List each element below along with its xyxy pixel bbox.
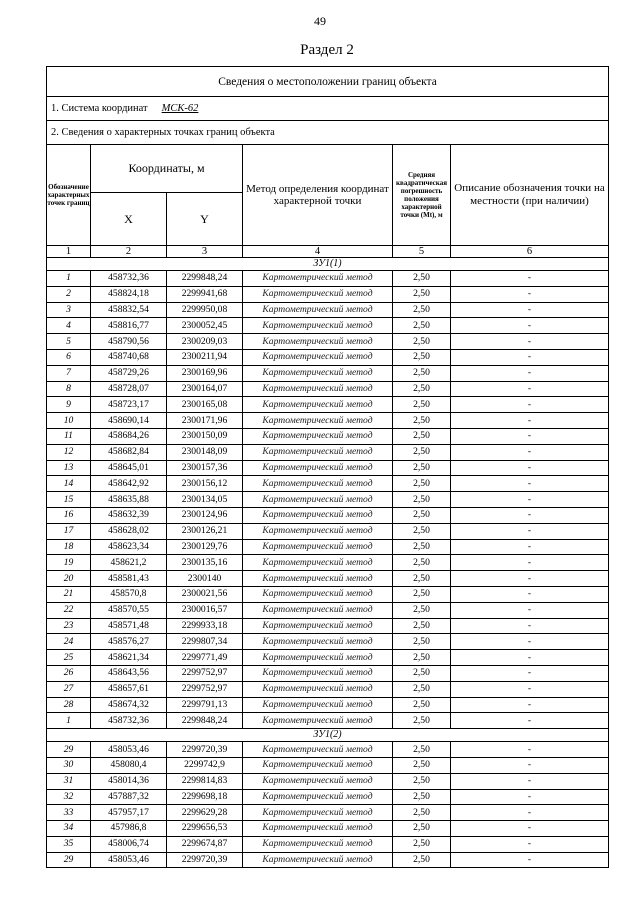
method-cell: Картометрический метод — [243, 286, 393, 302]
coord-x: 458581,43 — [91, 571, 167, 587]
mt-cell: 2,50 — [393, 334, 451, 350]
coord-y: 2300148,09 — [167, 444, 243, 460]
mt-cell: 2,50 — [393, 602, 451, 618]
mt-cell: 2,50 — [393, 697, 451, 713]
mt-cell: 2,50 — [393, 318, 451, 334]
description-cell: - — [451, 349, 609, 365]
coord-x: 458684,26 — [91, 428, 167, 444]
mt-cell: 2,50 — [393, 821, 451, 837]
point-number: 25 — [47, 650, 91, 666]
description-cell: - — [451, 460, 609, 476]
coord-y: 2300129,76 — [167, 539, 243, 555]
table-row — [47, 571, 609, 587]
method-cell: Картометрический метод — [243, 318, 393, 334]
mt-cell: 2,50 — [393, 852, 451, 868]
table-row — [47, 650, 609, 666]
description-cell: - — [451, 397, 609, 413]
coord-y: 2300157,36 — [167, 460, 243, 476]
mt-cell: 2,50 — [393, 397, 451, 413]
method-cell: Картометрический метод — [243, 836, 393, 852]
coord-x: 458635,88 — [91, 492, 167, 508]
table-row — [47, 523, 609, 539]
description-cell: - — [451, 789, 609, 805]
table-row — [47, 681, 609, 697]
info-table — [46, 66, 609, 145]
table-row — [47, 381, 609, 397]
point-number: 29 — [47, 852, 91, 868]
method-cell: Картометрический метод — [243, 334, 393, 350]
method-cell: Картометрический метод — [243, 381, 393, 397]
method-cell: Картометрический метод — [243, 539, 393, 555]
table-row — [47, 805, 609, 821]
mt-cell: 2,50 — [393, 476, 451, 492]
table-row — [47, 286, 609, 302]
point-number: 33 — [47, 805, 91, 821]
mt-cell: 2,50 — [393, 413, 451, 429]
coord-y: 2300171,96 — [167, 413, 243, 429]
table-row — [47, 413, 609, 429]
coord-y: 2299698,18 — [167, 789, 243, 805]
section-title: Раздел 2 — [300, 42, 354, 58]
coord-x: 458729,26 — [91, 365, 167, 381]
coord-x: 458632,39 — [91, 507, 167, 523]
table-row — [47, 302, 609, 318]
description-cell: - — [451, 413, 609, 429]
description-cell: - — [451, 571, 609, 587]
mt-cell: 2,50 — [393, 507, 451, 523]
coord-x: 458621,2 — [91, 555, 167, 571]
point-number: 3 — [47, 302, 91, 318]
description-cell: - — [451, 805, 609, 821]
coord-x: 458621,34 — [91, 650, 167, 666]
coord-x: 458824,18 — [91, 286, 167, 302]
document-frame — [46, 66, 608, 868]
column-number: 4 — [243, 246, 393, 258]
column-number: 1 — [47, 246, 91, 258]
group-label: ЗУ1(1) — [47, 258, 609, 271]
description-cell: - — [451, 742, 609, 758]
coord-y: 2299752,97 — [167, 681, 243, 697]
description-cell: - — [451, 773, 609, 789]
description-cell: - — [451, 665, 609, 681]
method-cell: Картометрический метод — [243, 507, 393, 523]
point-number: 23 — [47, 618, 91, 634]
coord-x: 458570,55 — [91, 602, 167, 618]
coord-y: 2299742,9 — [167, 757, 243, 773]
method-cell: Картометрический метод — [243, 789, 393, 805]
mt-cell: 2,50 — [393, 650, 451, 666]
coord-y: 2300016,57 — [167, 602, 243, 618]
method-cell: Картометрический метод — [243, 571, 393, 587]
coord-y: 2299933,18 — [167, 618, 243, 634]
table-row — [47, 789, 609, 805]
description-cell: - — [451, 507, 609, 523]
coord-x: 458790,56 — [91, 334, 167, 350]
mt-cell: 2,50 — [393, 665, 451, 681]
mt-cell: 2,50 — [393, 460, 451, 476]
point-number: 4 — [47, 318, 91, 334]
mt-cell: 2,50 — [393, 713, 451, 729]
column-number: 5 — [393, 246, 451, 258]
point-number: 28 — [47, 697, 91, 713]
table-row — [47, 821, 609, 837]
method-cell: Картометрический метод — [243, 681, 393, 697]
point-number: 13 — [47, 460, 91, 476]
group-row — [47, 729, 609, 742]
description-cell: - — [451, 302, 609, 318]
coord-x: 458576,27 — [91, 634, 167, 650]
coord-x: 457986,8 — [91, 821, 167, 837]
description-cell: - — [451, 476, 609, 492]
header-coordinates: Координаты, м — [91, 145, 243, 193]
table-row — [47, 444, 609, 460]
description-cell: - — [451, 555, 609, 571]
description-cell: - — [451, 286, 609, 302]
coord-system-label: 1. Система координат — [51, 103, 148, 114]
coord-x: 458732,36 — [91, 271, 167, 287]
description-cell: - — [451, 586, 609, 602]
table-title: Сведения о местоположении границ объекта — [47, 67, 609, 97]
method-cell: Картометрический метод — [243, 428, 393, 444]
method-cell: Картометрический метод — [243, 271, 393, 287]
description-cell: - — [451, 318, 609, 334]
description-cell: - — [451, 492, 609, 508]
method-cell: Картометрический метод — [243, 821, 393, 837]
table-row — [47, 365, 609, 381]
coord-y: 2299771,49 — [167, 650, 243, 666]
description-cell: - — [451, 713, 609, 729]
coord-x: 458690,14 — [91, 413, 167, 429]
coord-x: 458570,8 — [91, 586, 167, 602]
point-number: 22 — [47, 602, 91, 618]
method-cell: Картометрический метод — [243, 713, 393, 729]
table-row — [47, 697, 609, 713]
description-cell: - — [451, 271, 609, 287]
table-row — [47, 665, 609, 681]
table-row — [47, 618, 609, 634]
point-number: 27 — [47, 681, 91, 697]
coord-y: 2299950,08 — [167, 302, 243, 318]
coord-y: 2300135,16 — [167, 555, 243, 571]
point-number: 7 — [47, 365, 91, 381]
method-cell: Картометрический метод — [243, 349, 393, 365]
coord-system-row — [47, 97, 609, 121]
description-cell: - — [451, 539, 609, 555]
coord-y: 2299720,39 — [167, 742, 243, 758]
mt-cell: 2,50 — [393, 444, 451, 460]
point-number: 31 — [47, 773, 91, 789]
mt-cell: 2,50 — [393, 836, 451, 852]
coord-y: 2300052,45 — [167, 318, 243, 334]
method-cell: Картометрический метод — [243, 805, 393, 821]
header-mt: Средняя квадратическая погрешность положения характерной точки (Mt), м — [393, 145, 451, 246]
table-row — [47, 852, 609, 868]
group-label: ЗУ1(2) — [47, 729, 609, 742]
points-section-label: 2. Сведения о характерных точках границ объекта — [47, 121, 609, 145]
mt-cell: 2,50 — [393, 302, 451, 318]
description-cell: - — [451, 836, 609, 852]
method-cell: Картометрический метод — [243, 555, 393, 571]
description-cell: - — [451, 381, 609, 397]
points-table — [46, 145, 609, 868]
description-cell: - — [451, 681, 609, 697]
table-row — [47, 757, 609, 773]
coord-x: 458006,74 — [91, 836, 167, 852]
point-number: 8 — [47, 381, 91, 397]
point-number: 35 — [47, 836, 91, 852]
coord-y: 2300140 — [167, 571, 243, 587]
table-row — [47, 773, 609, 789]
coord-x: 457957,17 — [91, 805, 167, 821]
method-cell: Картометрический метод — [243, 444, 393, 460]
method-cell: Картометрический метод — [243, 397, 393, 413]
header-point-name: Обозначение характерных точек границ — [47, 145, 91, 246]
header-description: Описание обозначения точки на местности (при наличии) — [451, 145, 609, 246]
group-row — [47, 258, 609, 271]
mt-cell: 2,50 — [393, 571, 451, 587]
method-cell: Картометрический метод — [243, 773, 393, 789]
point-number: 34 — [47, 821, 91, 837]
mt-cell: 2,50 — [393, 773, 451, 789]
column-number: 3 — [167, 246, 243, 258]
description-cell: - — [451, 757, 609, 773]
method-cell: Картометрический метод — [243, 492, 393, 508]
coord-y: 2300165,08 — [167, 397, 243, 413]
coord-x: 458080,4 — [91, 757, 167, 773]
mt-cell: 2,50 — [393, 381, 451, 397]
point-number: 16 — [47, 507, 91, 523]
mt-cell: 2,50 — [393, 271, 451, 287]
method-cell: Картометрический метод — [243, 742, 393, 758]
table-row — [47, 397, 609, 413]
table-row — [47, 602, 609, 618]
mt-cell: 2,50 — [393, 349, 451, 365]
method-cell: Картометрический метод — [243, 650, 393, 666]
coord-y: 2299941,68 — [167, 286, 243, 302]
point-number: 11 — [47, 428, 91, 444]
column-numbers-row — [47, 246, 609, 258]
table-row — [47, 460, 609, 476]
method-cell: Картометрический метод — [243, 634, 393, 650]
method-cell: Картометрический метод — [243, 302, 393, 318]
mt-cell: 2,50 — [393, 757, 451, 773]
mt-cell: 2,50 — [393, 634, 451, 650]
coord-x: 458732,36 — [91, 713, 167, 729]
method-cell: Картометрический метод — [243, 757, 393, 773]
table-row — [47, 586, 609, 602]
coord-y: 2300021,56 — [167, 586, 243, 602]
column-number: 2 — [91, 246, 167, 258]
description-cell: - — [451, 697, 609, 713]
point-number: 12 — [47, 444, 91, 460]
point-number: 2 — [47, 286, 91, 302]
mt-cell: 2,50 — [393, 805, 451, 821]
table-row — [47, 492, 609, 508]
coord-x: 458053,46 — [91, 852, 167, 868]
description-cell: - — [451, 523, 609, 539]
mt-cell: 2,50 — [393, 789, 451, 805]
point-number: 6 — [47, 349, 91, 365]
table-row — [47, 334, 609, 350]
coord-x: 458623,34 — [91, 539, 167, 555]
description-cell: - — [451, 365, 609, 381]
description-cell: - — [451, 444, 609, 460]
point-number: 10 — [47, 413, 91, 429]
coord-x: 458571,48 — [91, 618, 167, 634]
point-number: 20 — [47, 571, 91, 587]
point-number: 30 — [47, 757, 91, 773]
coord-x: 458657,61 — [91, 681, 167, 697]
point-number: 24 — [47, 634, 91, 650]
method-cell: Картометрический метод — [243, 697, 393, 713]
coord-x: 458728,07 — [91, 381, 167, 397]
mt-cell: 2,50 — [393, 365, 451, 381]
coord-y: 2299791,13 — [167, 697, 243, 713]
header-x: X — [91, 193, 167, 246]
table-row — [47, 555, 609, 571]
mt-cell: 2,50 — [393, 428, 451, 444]
coord-x: 458643,56 — [91, 665, 167, 681]
method-cell: Картометрический метод — [243, 365, 393, 381]
description-cell: - — [451, 618, 609, 634]
table-row — [47, 634, 609, 650]
method-cell: Картометрический метод — [243, 460, 393, 476]
mt-cell: 2,50 — [393, 523, 451, 539]
method-cell: Картометрический метод — [243, 523, 393, 539]
mt-cell: 2,50 — [393, 742, 451, 758]
table-row — [47, 507, 609, 523]
page-number: 49 — [314, 14, 326, 28]
table-row — [47, 428, 609, 444]
point-number: 19 — [47, 555, 91, 571]
table-row — [47, 318, 609, 334]
coord-x: 458645,01 — [91, 460, 167, 476]
coord-y: 2300150,09 — [167, 428, 243, 444]
point-number: 1 — [47, 713, 91, 729]
coord-y: 2300209,03 — [167, 334, 243, 350]
mt-cell: 2,50 — [393, 586, 451, 602]
mt-cell: 2,50 — [393, 286, 451, 302]
coord-y: 2300156,12 — [167, 476, 243, 492]
point-number: 32 — [47, 789, 91, 805]
point-number: 21 — [47, 586, 91, 602]
method-cell: Картометрический метод — [243, 586, 393, 602]
coord-y: 2300134,05 — [167, 492, 243, 508]
description-cell: - — [451, 821, 609, 837]
coord-x: 458642,92 — [91, 476, 167, 492]
method-cell: Картометрический метод — [243, 413, 393, 429]
description-cell: - — [451, 334, 609, 350]
coord-y: 2299720,39 — [167, 852, 243, 868]
method-cell: Картометрический метод — [243, 618, 393, 634]
coord-y: 2300211,94 — [167, 349, 243, 365]
point-number: 1 — [47, 271, 91, 287]
description-cell: - — [451, 602, 609, 618]
coord-y: 2299848,24 — [167, 271, 243, 287]
method-cell: Картометрический метод — [243, 476, 393, 492]
coord-x: 458723,17 — [91, 397, 167, 413]
point-number: 9 — [47, 397, 91, 413]
coord-y: 2299656,53 — [167, 821, 243, 837]
header-method: Метод определения координат характерной точки — [243, 145, 393, 246]
table-row — [47, 836, 609, 852]
method-cell: Картометрический метод — [243, 852, 393, 868]
coord-y: 2299629,28 — [167, 805, 243, 821]
coord-y: 2299807,34 — [167, 634, 243, 650]
description-cell: - — [451, 634, 609, 650]
coord-x: 458053,46 — [91, 742, 167, 758]
coord-x: 458674,32 — [91, 697, 167, 713]
column-number: 6 — [451, 246, 609, 258]
coord-system-value: МСК-62 — [161, 103, 199, 114]
coord-y: 2299848,24 — [167, 713, 243, 729]
table-row — [47, 271, 609, 287]
description-cell: - — [451, 650, 609, 666]
point-number: 17 — [47, 523, 91, 539]
table-row — [47, 539, 609, 555]
table-row — [47, 713, 609, 729]
coord-x: 457887,32 — [91, 789, 167, 805]
coord-x: 458740,68 — [91, 349, 167, 365]
point-number: 15 — [47, 492, 91, 508]
method-cell: Картометрический метод — [243, 665, 393, 681]
header-y: Y — [167, 193, 243, 246]
mt-cell: 2,50 — [393, 618, 451, 634]
coord-y: 2299752,97 — [167, 665, 243, 681]
coord-y: 2300169,96 — [167, 365, 243, 381]
coord-y: 2299814,83 — [167, 773, 243, 789]
coord-y: 2300126,21 — [167, 523, 243, 539]
description-cell: - — [451, 852, 609, 868]
point-number: 29 — [47, 742, 91, 758]
table-row — [47, 476, 609, 492]
mt-cell: 2,50 — [393, 681, 451, 697]
coord-x: 458816,77 — [91, 318, 167, 334]
table-row — [47, 742, 609, 758]
coord-x: 458014,36 — [91, 773, 167, 789]
mt-cell: 2,50 — [393, 555, 451, 571]
description-cell: - — [451, 428, 609, 444]
point-number: 14 — [47, 476, 91, 492]
coord-y: 2300124,96 — [167, 507, 243, 523]
table-row — [47, 349, 609, 365]
coord-x: 458628,02 — [91, 523, 167, 539]
method-cell: Картометрический метод — [243, 602, 393, 618]
coord-x: 458832,54 — [91, 302, 167, 318]
mt-cell: 2,50 — [393, 539, 451, 555]
mt-cell: 2,50 — [393, 492, 451, 508]
point-number: 26 — [47, 665, 91, 681]
coord-x: 458682,84 — [91, 444, 167, 460]
coord-y: 2300164,07 — [167, 381, 243, 397]
point-number: 18 — [47, 539, 91, 555]
coord-y: 2299674,87 — [167, 836, 243, 852]
point-number: 5 — [47, 334, 91, 350]
